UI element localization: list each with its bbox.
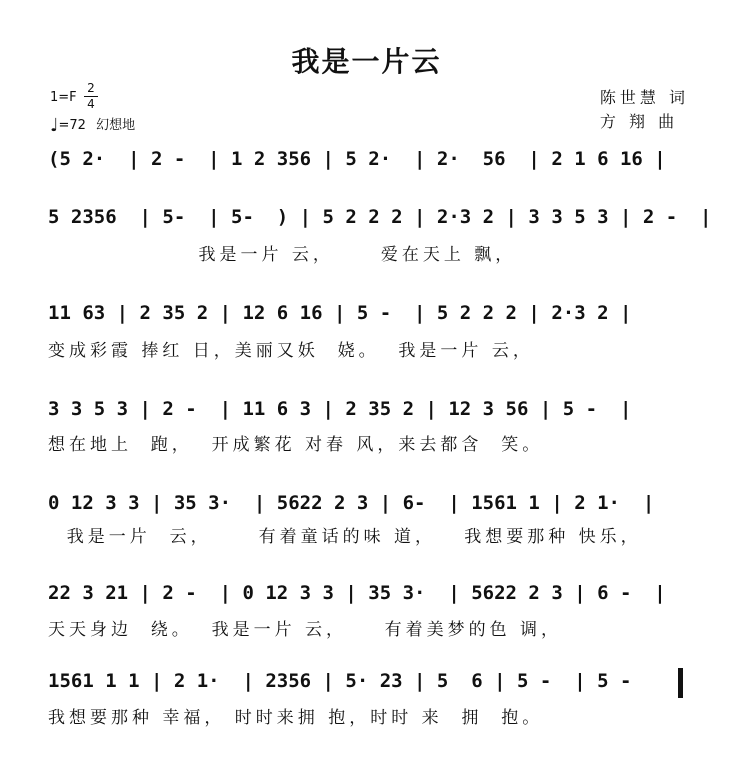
key-signature: 1=F [50,90,77,105]
lyric-line: 变成彩霞 捧红 日，美丽又妖 娆。 我是一片 云， [48,341,534,361]
expression-mark: 幻想地 [96,118,136,133]
lyric-line: 我是一片 云， 有着童话的味 道， 我想要那种 快乐， [48,527,642,547]
lyric-line: 我是一片 云， 爱在天上 飘， [48,245,517,265]
lyric-line: 天天身边 绕。 我是一片 云， 有着美梦的色 调， [48,620,563,640]
notation-line: 11 63 | 2 35 2 | 12 6 16 | 5 - | 5 2 2 2 | 2·3 2 | [48,302,632,324]
score-system-3 [48,296,688,330]
score-system-7 [48,664,688,698]
meter-bottom: 4 [87,97,95,111]
meter-top: 2 [87,81,95,95]
credits [600,86,689,134]
notation-line: 22 3 21 | 2 - | 0 12 3 3 | 35 3· | 5622 2 3 | 6 - | [48,582,666,604]
final-barline [678,668,683,698]
notation-line: 3 3 5 3 | 2 - | 11 6 3 | 2 35 2 | 12 3 56 | 5 - | [48,398,632,420]
score-system-6 [48,576,688,610]
composer-credit: 方 翔 曲 [599,112,679,131]
tempo-value: =72 [58,118,86,133]
score-system-1 [48,142,688,176]
score-system-2 [48,200,712,234]
score-system-5 [48,486,688,520]
tempo-marking [50,114,135,136]
notation-line: 5 2356 | 5- | 5- ) | 5 2 2 2 | 2·3 2 | 3 3 5 3 | 2 - | [48,206,712,228]
lyricist-credit: 陈世慧 词 [599,88,689,107]
time-signature [84,82,98,111]
song-title: 我是一片云 [291,45,442,78]
notation-line: 0 12 3 3 | 35 3· | 5622 2 3 | 6- | 1561 1 | 2 1· | [48,492,655,514]
quarter-note-icon: ♩ [50,115,59,136]
notation-line: (5 2· | 2 - | 1 2 356 | 5 2· | 2· 56 | 2 1 6 16 | [48,148,666,170]
lyric-line: 我想要那种 幸福， 时时来拥 抱，时时 来 拥 抱。 [48,708,544,728]
lyric-line: 想在地上 跑， 开成繁花 对春 风，来去都含 笑。 [48,435,544,455]
score-system-4 [48,392,688,426]
notation-line: 1561 1 1 | 2 1· | 2356 | 5· 23 | 5 6 | 5 - | 5 - [48,670,643,692]
